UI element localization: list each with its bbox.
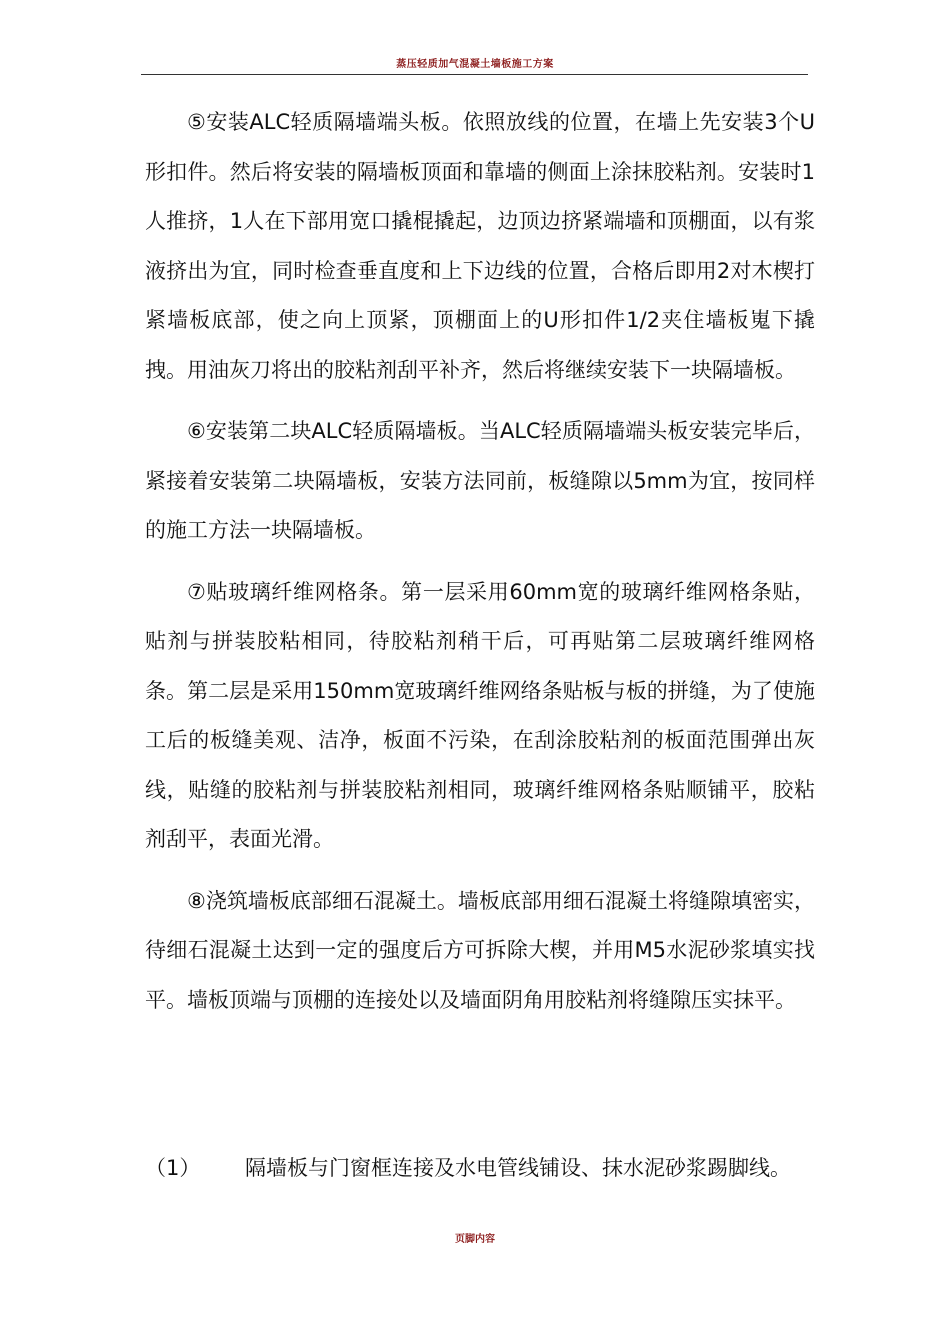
paragraph-step-7: ⑦贴玻璃纤维网格条。第一层采用60mm宽的玻璃纤维网格条贴，贴剂与拼装胶粘相同，待胶粘剂稍干后，可再贴第二层玻璃纤维网格条。第二层是采用150mm宽玻璃纤维网络条贴板与板的拼缝，为了使施工后的板缝美观、洁净，板面不污染，在刮涂胶粘剂的板面范围弹出灰线，贴缝的胶粘剂与拼装胶粘剂相同，玻璃纤维网格条贴顺铺平，胶粘剂刮平，表面光滑。 [145, 579, 815, 851]
page-header-title: 蒸压轻质加气混凝土墙板施工方案 [396, 59, 554, 70]
paragraph-step-5: ⑤安装ALC轻质隔墙端头板。依照放线的位置，在墙上先安装3个U形扣件。然后将安装的隔墙板顶面和靠墙的侧面上涂抹胶粘剂。安装时1人推挤，1人在下部用宽口撬棍撬起，边顶边挤紧端墙和顶棚面，以有浆液挤出为宜，同时检查垂直度和上下边线的位置，合格后即用2对木楔打紧墙板底部，使之向上顶紧，顶棚面上的U形扣件1/2夹住墙板嵬下撬拽。用油灰刀将出的胶粘剂刮平补齐，然后将继续安装下一块隔墙板。 [145, 110, 815, 382]
numbered-list-item [145, 1148, 815, 1188]
header-divider [141, 74, 808, 75]
paragraph-step-8: ⑧浇筑墙板底部细石混凝土。墙板底部用细石混凝土将缝隙填密实，待细石混凝土达到一定的强度后方可拆除大楔，并用M5水泥砂浆填实找平。墙板顶端与顶棚的连接处以及墙面阴角用胶粘剂将缝隙压实抹平。 [145, 888, 815, 1012]
paragraph-step-6: ⑥安装第二块ALC轻质隔墙板。当ALC轻质隔墙端头板安装完毕后，紧接着安装第二块隔墙板，安装方法同前，板缝隙以5mm为宜，按同样的施工方法一块隔墙板。 [145, 419, 815, 542]
page-footer: 页脚内容 [455, 1234, 495, 1245]
list-item-number: （1） [145, 1156, 201, 1180]
list-item-text: 隔墙板与门窗框连接及水电管线铺设、抹水泥砂浆踢脚线。 [245, 1156, 791, 1180]
document-body [145, 98, 815, 1037]
